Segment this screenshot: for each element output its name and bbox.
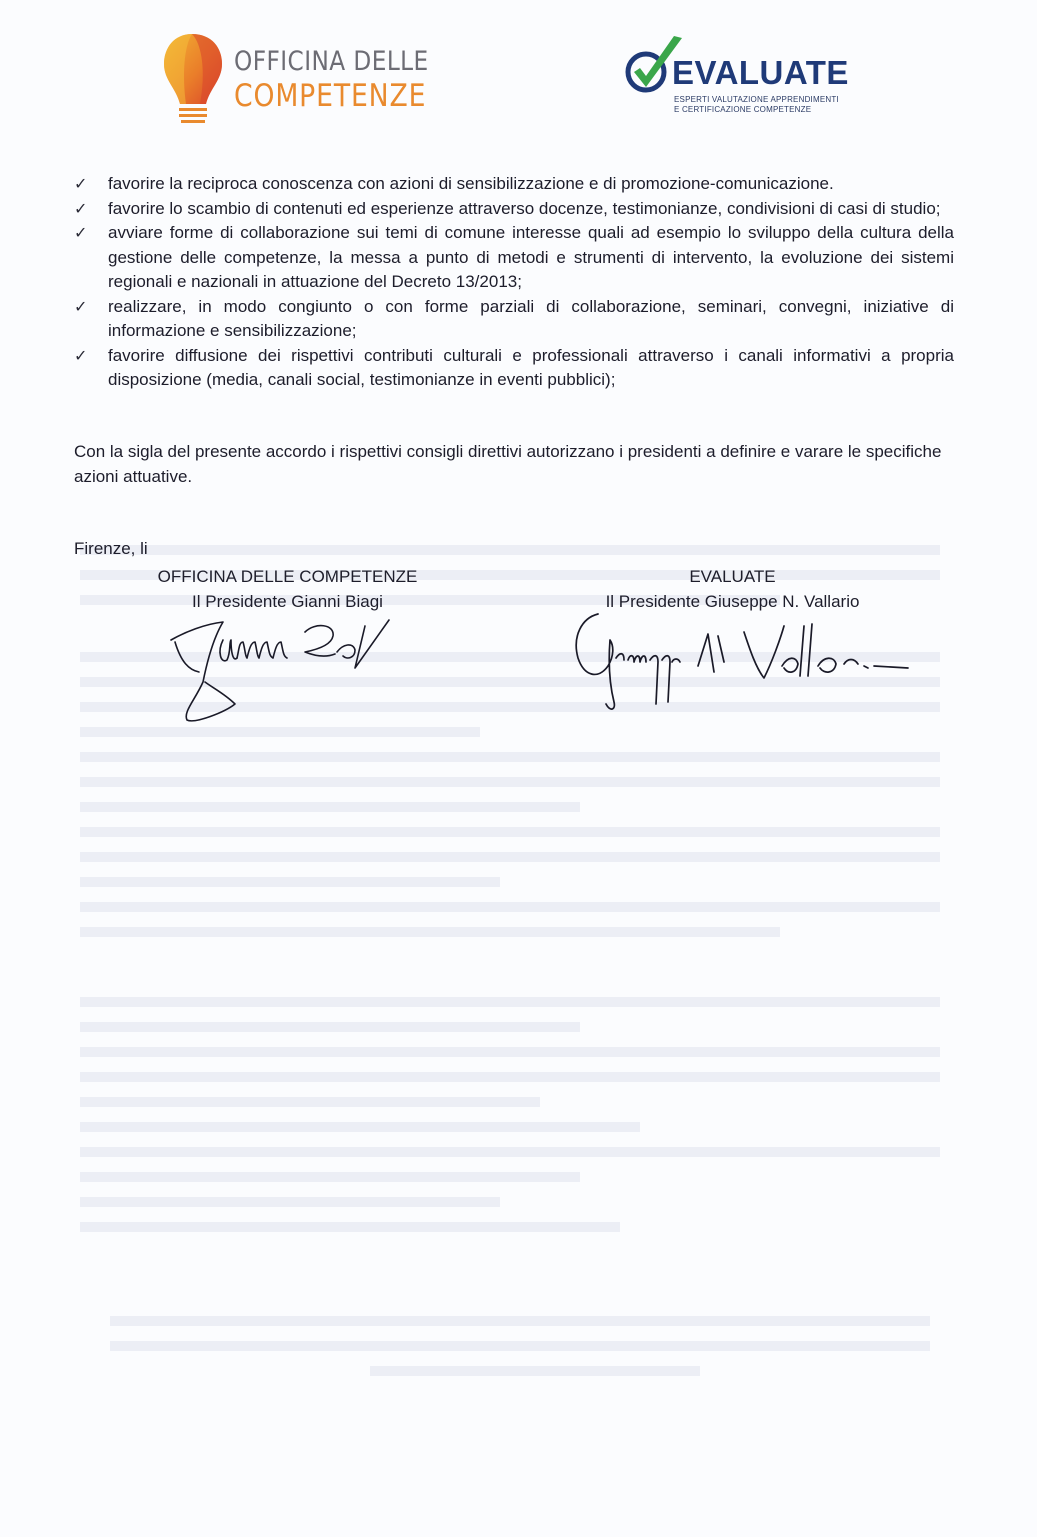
checkmark-bullet-icon: ✓ [74,198,88,218]
lightbulb-icon [162,32,226,124]
list-item-text: avviare forme di collaborazione sui temi di comune interesse quali ad esempio lo sviluppo della cultura della gestione delle competenze, la messa a punto di metodi e strumenti di intervento, la evoluzione dei sistemi regionali e nazionali in attuazione del Decreto 13/2013; [108,223,954,291]
logo-line-1: OFFICINA DELLE [234,46,429,77]
signature-giuseppe-vallario [568,606,918,716]
place-date-line: Firenze, li [74,539,148,558]
signatory-left [150,564,425,614]
evaluate-wordmark: EVALUATE [672,54,849,91]
list-item [74,295,954,344]
list-item [74,221,954,295]
signatory-org: EVALUATE [689,567,776,586]
checkmark-bullet-icon: ✓ [74,345,88,365]
evaluate-subtitle-1: ESPERTI VALUTAZIONE APPRENDIMENTI [674,95,839,104]
signature-gianni-biagi [165,612,405,727]
list-item-text: favorire lo scambio di contenuti ed esperienze attraverso docenze, testimonianze, condivisioni di casi di studio; [108,198,941,218]
closing-paragraph: Con la sigla del presente accordo i rispettivi consigli direttivi autorizzano i presidenti a definire e varare le specifiche azioni attuative. [74,442,942,486]
signatory-role: Il Presidente Giuseppe N. Vallario [605,592,860,611]
list-item [74,172,954,197]
evaluate-logo [624,32,854,124]
checkmark-bullet-icon: ✓ [74,296,88,316]
objectives-list [74,172,954,393]
list-item-text: favorire diffusione dei rispettivi contributi culturali e professionali attraverso i canali informativi a propria disposizione (media, canali social, testimonianze in eventi pubblici); [108,345,954,389]
list-item-text: realizzare, in modo congiunto o con forme parziali di collaborazione, seminari, convegni, iniziative di informazione e sensibilizzazione; [108,296,954,340]
logo-line-2: COMPETENZE [234,78,427,114]
list-item [74,344,954,393]
evaluate-subtitle-2: E CERTIFICAZIONE COMPETENZE [674,105,812,114]
list-item-text: favorire la reciproca conoscenza con azioni di sensibilizzazione e di promozione-comunicazione. [108,174,834,193]
checkmark-bullet-icon: ✓ [74,223,88,242]
signatory-org: OFFICINA DELLE COMPETENZE [157,567,418,586]
list-item [74,197,954,222]
signatory-role: Il Presidente Gianni Biagi [192,592,383,611]
officina-delle-competenze-logo [162,32,442,124]
checkmark-bullet-icon: ✓ [74,174,88,193]
